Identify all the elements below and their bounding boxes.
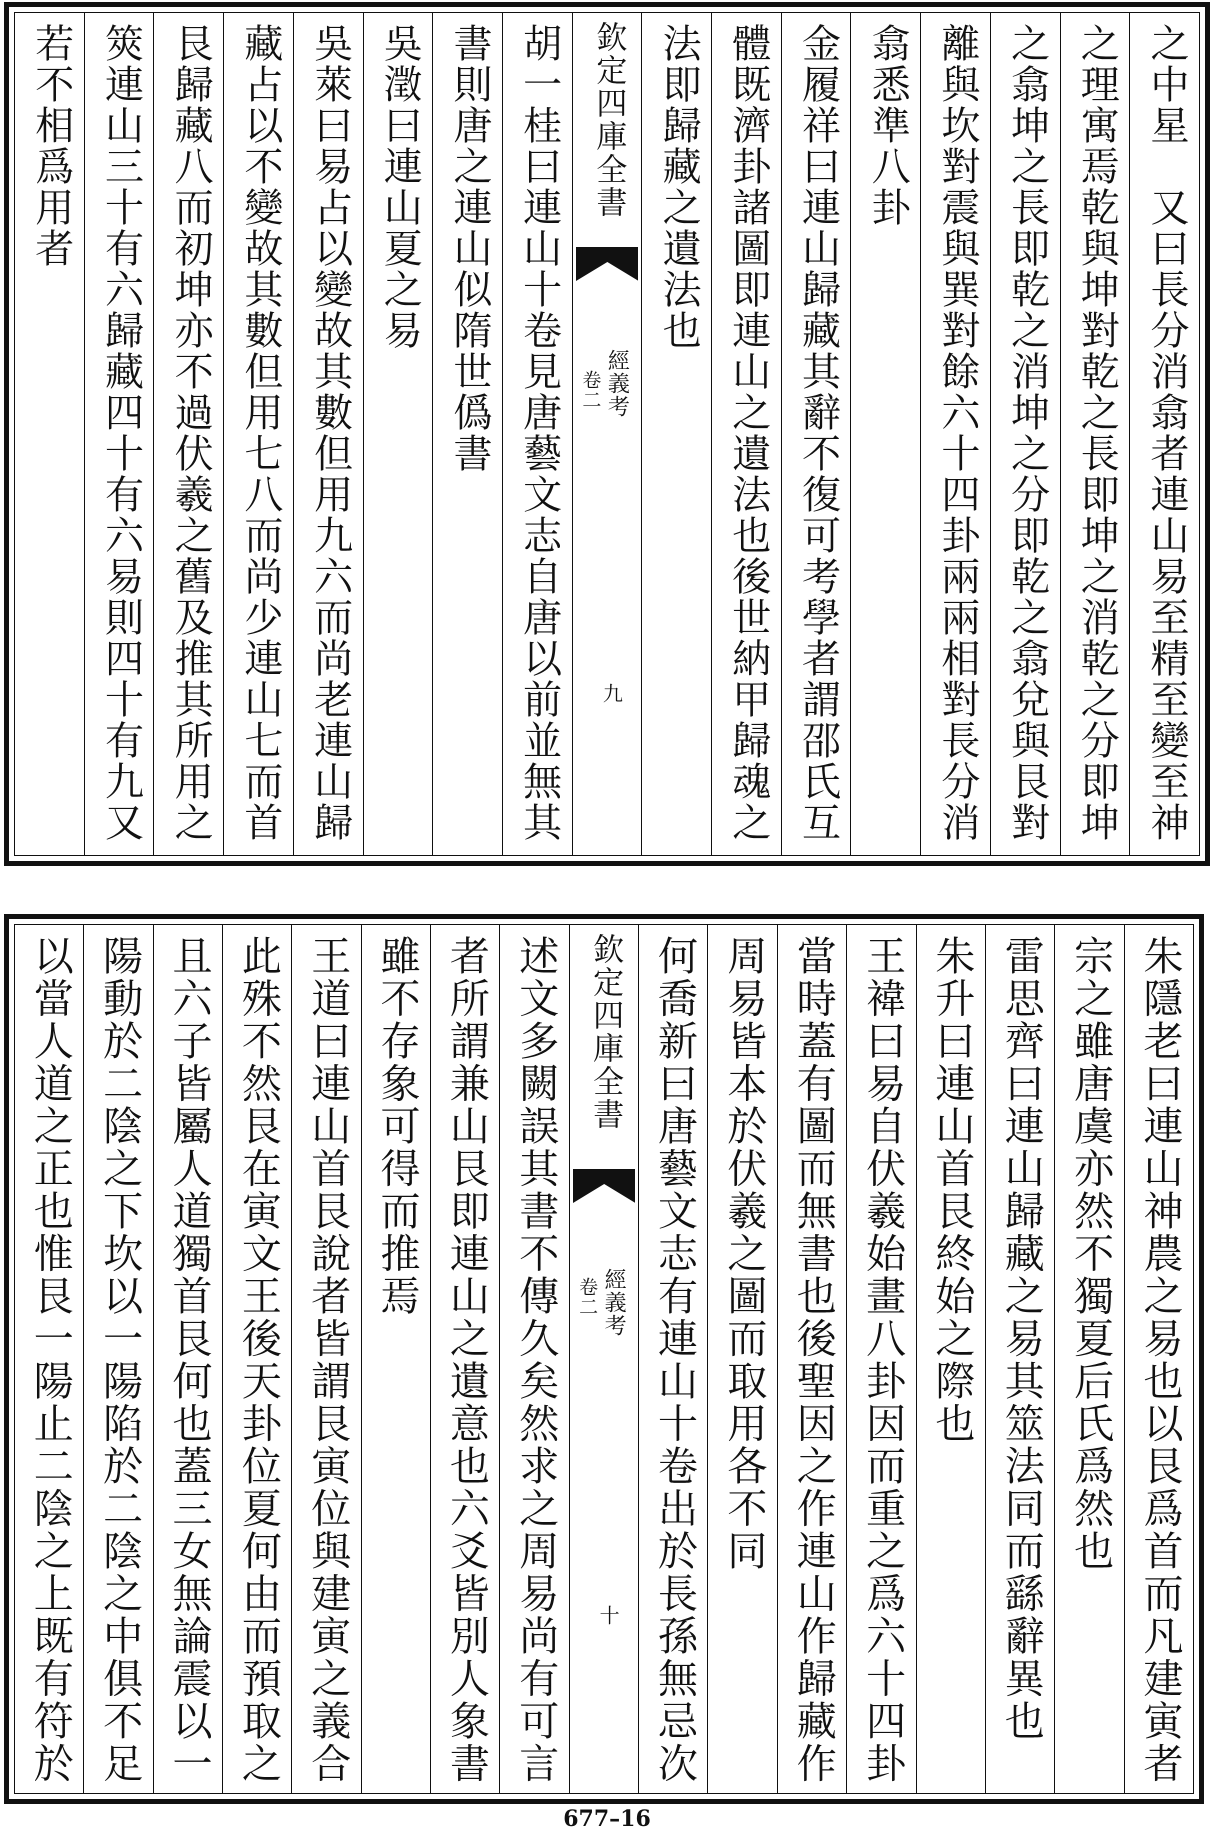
fishtail-icon bbox=[573, 1169, 635, 1205]
page-panel-bottom bbox=[4, 914, 1204, 1804]
text-column: 體既濟卦諸圖即連山之遺法也後世納甲歸魂之 bbox=[711, 13, 781, 855]
volume-label: 卷二 bbox=[576, 1277, 599, 1317]
text-column: 述文多闕誤其書不傳久矣然求之周易尚有可言 bbox=[499, 925, 568, 1793]
text-column: 當時蓋有圖而無書也後聖因之作連山作歸藏作 bbox=[777, 925, 846, 1793]
text-column: 以當人道之正也惟艮一陽止二陰之上既有符於 bbox=[27, 935, 74, 1785]
text-column: 雷思齊曰連山歸藏之易其筮法同而繇辭異也 bbox=[985, 925, 1054, 1793]
text-column: 何喬新曰唐藝文志有連山十卷出於長孫無忌次 bbox=[638, 925, 707, 1793]
text-column: 金履祥曰連山歸藏其辭不復可考學者謂邵氏互 bbox=[781, 13, 851, 855]
text-column: 陽動於二陰之下坎以一陽陷於二陰之中俱不足 bbox=[83, 925, 152, 1793]
text-column: 王褘曰易自伏羲始畫八卦因而重之爲六十四卦 bbox=[846, 925, 915, 1793]
text-column: 吳萊曰易占以變故其數但用九六而尚老連山歸 bbox=[293, 13, 363, 855]
text-column: 之翕坤之長即乾之消坤之分即乾之翕兌與艮對 bbox=[990, 13, 1060, 855]
text-frame bbox=[14, 924, 1194, 1794]
text-column: 周易皆本於伏羲之圖而取用各不同 bbox=[707, 925, 776, 1793]
text-column: 藏占以不變故其數但用七八而尚少連山七而首 bbox=[223, 13, 293, 855]
text-column: 吳澂曰連山夏之易 bbox=[363, 13, 433, 855]
text-column: 筴連山三十有六歸藏四十有六易則四十有九又 bbox=[84, 13, 154, 855]
text-column: 者所謂兼山艮即連山之遺意也六爻皆別人象書 bbox=[430, 925, 499, 1793]
page-panel-top bbox=[4, 2, 1210, 866]
text-column: 王道曰連山首艮說者皆謂艮寅位與建寅之義合 bbox=[291, 925, 360, 1793]
text-column: 此殊不然艮在寅文王後天卦位夏何由而預取之 bbox=[222, 925, 291, 1793]
page-number: 十 bbox=[596, 1605, 621, 1628]
volume-label: 卷二 bbox=[579, 370, 602, 410]
text-column: 胡一桂曰連山十卷見唐藝文志自唐以前並無其 bbox=[502, 13, 572, 855]
text-column: 法即歸藏之遺法也 bbox=[641, 13, 711, 855]
fishtail-icon bbox=[576, 247, 639, 283]
text-column: 離與坎對震與巽對餘六十四卦兩兩相對長分消 bbox=[920, 13, 990, 855]
text-column: 朱隱老曰連山神農之易也以艮爲首而凡建寅者 bbox=[1124, 925, 1193, 1793]
text-column: 若不相爲用者 bbox=[28, 23, 74, 269]
center-strip bbox=[569, 925, 638, 1793]
text-column: 之理寓焉乾與坤對乾之長即坤之消乾之分即坤 bbox=[1060, 13, 1130, 855]
page-number: 九 bbox=[599, 683, 624, 705]
center-strip bbox=[572, 13, 642, 855]
text-column: 且六子皆屬人道獨首艮何也蓋三女無論震以一 bbox=[153, 925, 222, 1793]
image-number: 677–16 bbox=[563, 1806, 651, 1832]
text-column: 朱升曰連山首艮終始之際也 bbox=[916, 925, 985, 1793]
series-title: 欽定四庫全書 bbox=[590, 21, 627, 219]
text-column: 翕悉準八卦 bbox=[850, 13, 920, 855]
text-column: 雖不存象可得而推焉 bbox=[361, 925, 430, 1793]
series-title: 欽定四庫全書 bbox=[587, 933, 624, 1131]
book-title: 經義考 bbox=[601, 1268, 627, 1337]
text-column: 宗之雖唐虞亦然不獨夏后氏爲然也 bbox=[1054, 925, 1123, 1793]
text-column: 之中星 又曰長分消翕者連山易至精至變至神 bbox=[1129, 13, 1199, 855]
text-column: 艮歸藏八而初坤亦不過伏羲之舊及推其所用之 bbox=[153, 13, 223, 855]
text-frame bbox=[14, 12, 1200, 856]
text-column: 書則唐之連山似隋世僞書 bbox=[432, 13, 502, 855]
book-title: 經義考 bbox=[604, 349, 630, 418]
